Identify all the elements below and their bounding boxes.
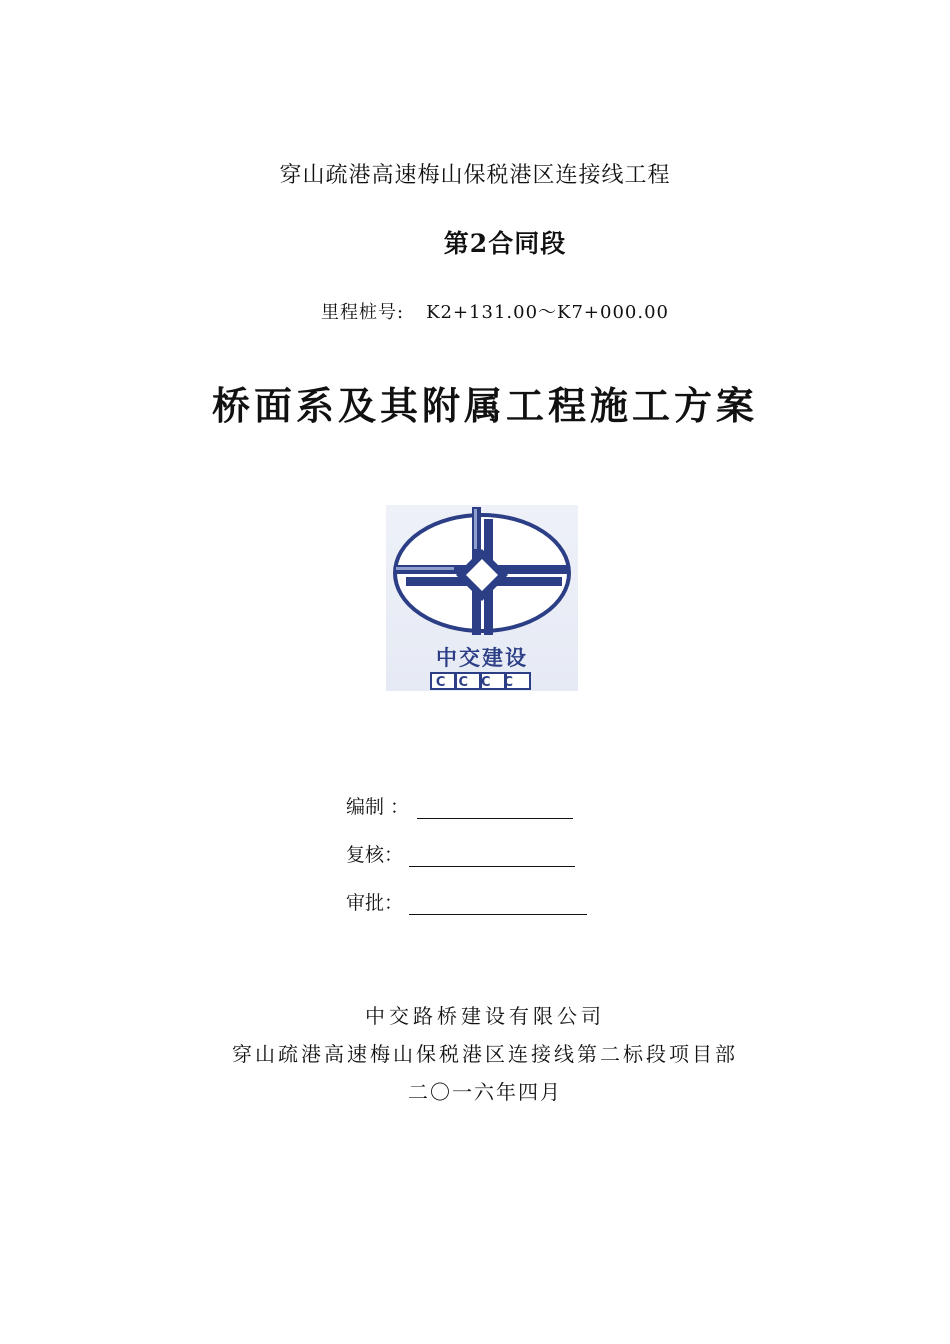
review-field[interactable] xyxy=(409,846,575,867)
project-department: 穿山疏港高速梅山保税港区连接线第二标段项目部 xyxy=(232,1042,738,1066)
approve-label: 审批： xyxy=(346,892,404,914)
issue-date: 二〇一六年四月 xyxy=(408,1080,562,1104)
main-title: 桥面系及其附属工程施工方案 xyxy=(211,383,758,428)
contract-section: 第2合同段 xyxy=(443,229,567,258)
mileage-value: K2+131.00～K7+000.00 xyxy=(426,302,669,323)
review-label: 复核： xyxy=(346,844,404,866)
project-title: 穿山疏港高速梅山保税港区连接线工程 xyxy=(279,163,671,188)
compile-label: 编制 ： xyxy=(346,796,410,818)
approve-field[interactable] xyxy=(409,894,587,915)
logo-text-cn: 中交建设 xyxy=(436,646,528,670)
company-name: 中交路桥建设有限公司 xyxy=(365,1004,605,1028)
mileage-label: 里程桩号: xyxy=(320,302,405,323)
review-row xyxy=(346,840,575,867)
logo-text-en: CCCC xyxy=(435,675,527,690)
cccc-logo-icon xyxy=(386,505,578,691)
approve-row xyxy=(346,888,587,915)
compile-field[interactable] xyxy=(417,798,573,819)
compile-row xyxy=(346,792,573,819)
mileage xyxy=(20,298,950,324)
